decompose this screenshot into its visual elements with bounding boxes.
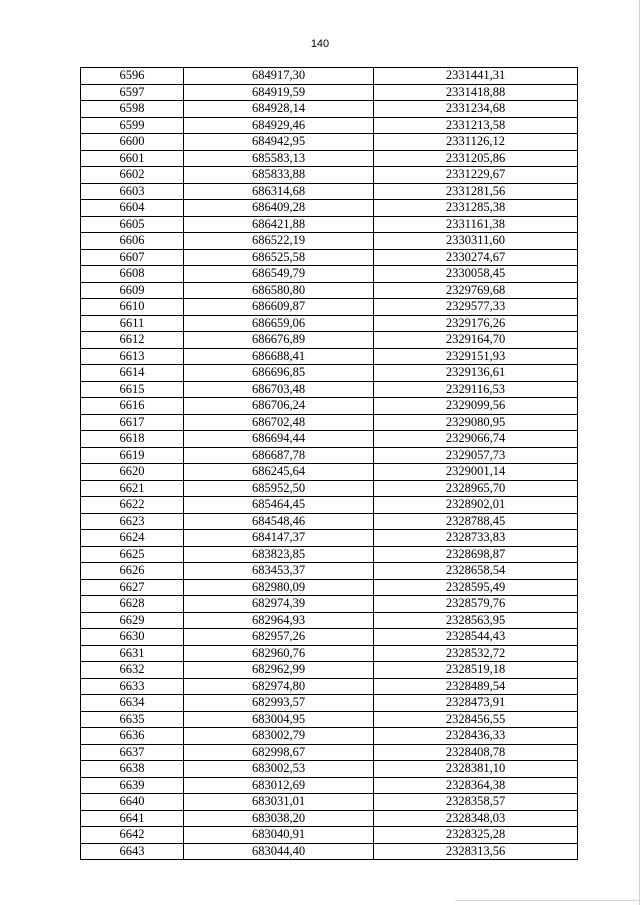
- table-row: [81, 348, 578, 365]
- table-row: [81, 84, 578, 101]
- x-coordinate-cell: 684548,46: [184, 513, 374, 530]
- x-coordinate-cell: 686580,80: [184, 282, 374, 299]
- x-coordinate-cell: 685952,50: [184, 480, 374, 497]
- table-row: [81, 728, 578, 745]
- point-number-cell: 6608: [81, 266, 184, 283]
- x-coordinate-cell: 682962,99: [184, 662, 374, 679]
- table-row: [81, 810, 578, 827]
- x-coordinate-cell: 686659,06: [184, 315, 374, 332]
- table-row: [81, 381, 578, 398]
- table-row: [81, 299, 578, 316]
- table-row: [81, 332, 578, 349]
- y-coordinate-cell: 2329116,53: [374, 381, 578, 398]
- x-coordinate-cell: 683040,91: [184, 827, 374, 844]
- point-number-cell: 6618: [81, 431, 184, 448]
- table-row: [81, 398, 578, 415]
- table-row: [81, 167, 578, 184]
- x-coordinate-cell: 686702,48: [184, 414, 374, 431]
- x-coordinate-cell: 686409,28: [184, 200, 374, 217]
- point-number-cell: 6627: [81, 579, 184, 596]
- point-number-cell: 6630: [81, 629, 184, 646]
- coordinates-table-body: [81, 68, 578, 860]
- table-row: [81, 662, 578, 679]
- point-number-cell: 6597: [81, 84, 184, 101]
- point-number-cell: 6598: [81, 101, 184, 118]
- x-coordinate-cell: 682964,93: [184, 612, 374, 629]
- point-number-cell: 6615: [81, 381, 184, 398]
- y-coordinate-cell: 2328595,49: [374, 579, 578, 596]
- x-coordinate-cell: 683002,53: [184, 761, 374, 778]
- x-coordinate-cell: 685833,88: [184, 167, 374, 184]
- y-coordinate-cell: 2329136,61: [374, 365, 578, 382]
- x-coordinate-cell: 683012,69: [184, 777, 374, 794]
- y-coordinate-cell: 2331213,58: [374, 117, 578, 134]
- table-row: [81, 744, 578, 761]
- y-coordinate-cell: 2328563,95: [374, 612, 578, 629]
- table-row: [81, 794, 578, 811]
- x-coordinate-cell: 686706,24: [184, 398, 374, 415]
- x-coordinate-cell: 685583,13: [184, 150, 374, 167]
- x-coordinate-cell: 683823,85: [184, 546, 374, 563]
- y-coordinate-cell: 2328733,83: [374, 530, 578, 547]
- table-row: [81, 546, 578, 563]
- x-coordinate-cell: 684928,14: [184, 101, 374, 118]
- y-coordinate-cell: 2328456,55: [374, 711, 578, 728]
- table-row: [81, 68, 578, 85]
- y-coordinate-cell: 2329577,33: [374, 299, 578, 316]
- point-number-cell: 6622: [81, 497, 184, 514]
- table-row: [81, 711, 578, 728]
- x-coordinate-cell: 684147,37: [184, 530, 374, 547]
- x-coordinate-cell: 686314,68: [184, 183, 374, 200]
- point-number-cell: 6600: [81, 134, 184, 151]
- point-number-cell: 6635: [81, 711, 184, 728]
- y-coordinate-cell: 2331441,31: [374, 68, 578, 85]
- x-coordinate-cell: 686522,19: [184, 233, 374, 250]
- table-row: [81, 596, 578, 613]
- table-row: [81, 513, 578, 530]
- table-row: [81, 216, 578, 233]
- point-number-cell: 6607: [81, 249, 184, 266]
- x-coordinate-cell: 686694,44: [184, 431, 374, 448]
- point-number-cell: 6626: [81, 563, 184, 580]
- y-coordinate-cell: 2328965,70: [374, 480, 578, 497]
- point-number-cell: 6610: [81, 299, 184, 316]
- point-number-cell: 6601: [81, 150, 184, 167]
- y-coordinate-cell: 2330311,60: [374, 233, 578, 250]
- point-number-cell: 6604: [81, 200, 184, 217]
- table-row: [81, 282, 578, 299]
- y-coordinate-cell: 2328325,28: [374, 827, 578, 844]
- point-number-cell: 6639: [81, 777, 184, 794]
- point-number-cell: 6641: [81, 810, 184, 827]
- table-row: [81, 843, 578, 860]
- y-coordinate-cell: 2328902,01: [374, 497, 578, 514]
- table-row: [81, 150, 578, 167]
- point-number-cell: 6628: [81, 596, 184, 613]
- x-coordinate-cell: 682957,26: [184, 629, 374, 646]
- y-coordinate-cell: 2329080,95: [374, 414, 578, 431]
- point-number-cell: 6620: [81, 464, 184, 481]
- y-coordinate-cell: 2329001,14: [374, 464, 578, 481]
- x-coordinate-cell: 683031,01: [184, 794, 374, 811]
- table-row: [81, 200, 578, 217]
- x-coordinate-cell: 685464,45: [184, 497, 374, 514]
- y-coordinate-cell: 2328788,45: [374, 513, 578, 530]
- table-row: [81, 266, 578, 283]
- table-row: [81, 497, 578, 514]
- x-coordinate-cell: 686609,87: [184, 299, 374, 316]
- table-row: [81, 134, 578, 151]
- table-row: [81, 563, 578, 580]
- y-coordinate-cell: 2331418,88: [374, 84, 578, 101]
- y-coordinate-cell: 2328489,54: [374, 678, 578, 695]
- x-coordinate-cell: 686525,58: [184, 249, 374, 266]
- y-coordinate-cell: 2331126,12: [374, 134, 578, 151]
- y-coordinate-cell: 2329099,56: [374, 398, 578, 415]
- point-number-cell: 6632: [81, 662, 184, 679]
- x-coordinate-cell: 686421,88: [184, 216, 374, 233]
- x-coordinate-cell: 682998,67: [184, 744, 374, 761]
- table-row: [81, 249, 578, 266]
- y-coordinate-cell: 2331161,38: [374, 216, 578, 233]
- table-row: [81, 761, 578, 778]
- x-coordinate-cell: 682980,09: [184, 579, 374, 596]
- y-coordinate-cell: 2328658,54: [374, 563, 578, 580]
- table-row: [81, 629, 578, 646]
- point-number-cell: 6605: [81, 216, 184, 233]
- table-row: [81, 447, 578, 464]
- x-coordinate-cell: 684917,30: [184, 68, 374, 85]
- table-row: [81, 233, 578, 250]
- y-coordinate-cell: 2328313,56: [374, 843, 578, 860]
- point-number-cell: 6602: [81, 167, 184, 184]
- point-number-cell: 6643: [81, 843, 184, 860]
- table-row: [81, 183, 578, 200]
- y-coordinate-cell: 2328519,18: [374, 662, 578, 679]
- x-coordinate-cell: 686696,85: [184, 365, 374, 382]
- y-coordinate-cell: 2328532,72: [374, 645, 578, 662]
- table-row: [81, 530, 578, 547]
- y-coordinate-cell: 2331229,67: [374, 167, 578, 184]
- table-row: [81, 464, 578, 481]
- point-number-cell: 6623: [81, 513, 184, 530]
- y-coordinate-cell: 2329769,68: [374, 282, 578, 299]
- table-row: [81, 315, 578, 332]
- point-number-cell: 6637: [81, 744, 184, 761]
- y-coordinate-cell: 2328358,57: [374, 794, 578, 811]
- table-row: [81, 645, 578, 662]
- x-coordinate-cell: 682974,39: [184, 596, 374, 613]
- page-bottom-line: [455, 900, 640, 901]
- point-number-cell: 6634: [81, 695, 184, 712]
- page-number: 140: [310, 38, 330, 50]
- x-coordinate-cell: 684919,59: [184, 84, 374, 101]
- y-coordinate-cell: 2328473,91: [374, 695, 578, 712]
- y-coordinate-cell: 2329176,26: [374, 315, 578, 332]
- table-row: [81, 612, 578, 629]
- table-row: [81, 117, 578, 134]
- y-coordinate-cell: 2329164,70: [374, 332, 578, 349]
- y-coordinate-cell: 2328579,76: [374, 596, 578, 613]
- x-coordinate-cell: 683004,95: [184, 711, 374, 728]
- y-coordinate-cell: 2328381,10: [374, 761, 578, 778]
- table-row: [81, 777, 578, 794]
- point-number-cell: 6636: [81, 728, 184, 745]
- y-coordinate-cell: 2329066,74: [374, 431, 578, 448]
- point-number-cell: 6596: [81, 68, 184, 85]
- table-row: [81, 678, 578, 695]
- x-coordinate-cell: 682974,80: [184, 678, 374, 695]
- y-coordinate-cell: 2331234,68: [374, 101, 578, 118]
- point-number-cell: 6640: [81, 794, 184, 811]
- point-number-cell: 6599: [81, 117, 184, 134]
- y-coordinate-cell: 2330274,67: [374, 249, 578, 266]
- point-number-cell: 6631: [81, 645, 184, 662]
- y-coordinate-cell: 2329057,73: [374, 447, 578, 464]
- x-coordinate-cell: 686687,78: [184, 447, 374, 464]
- x-coordinate-cell: 684942,95: [184, 134, 374, 151]
- table-row: [81, 695, 578, 712]
- x-coordinate-cell: 686688,41: [184, 348, 374, 365]
- table-row: [81, 365, 578, 382]
- point-number-cell: 6609: [81, 282, 184, 299]
- y-coordinate-cell: 2328364,38: [374, 777, 578, 794]
- y-coordinate-cell: 2331285,38: [374, 200, 578, 217]
- point-number-cell: 6612: [81, 332, 184, 349]
- x-coordinate-cell: 683038,20: [184, 810, 374, 827]
- table-row: [81, 827, 578, 844]
- y-coordinate-cell: 2328698,87: [374, 546, 578, 563]
- table-row: [81, 480, 578, 497]
- x-coordinate-cell: 686676,89: [184, 332, 374, 349]
- table-row: [81, 101, 578, 118]
- point-number-cell: 6613: [81, 348, 184, 365]
- point-number-cell: 6619: [81, 447, 184, 464]
- x-coordinate-cell: 683002,79: [184, 728, 374, 745]
- x-coordinate-cell: 683453,37: [184, 563, 374, 580]
- y-coordinate-cell: 2331281,56: [374, 183, 578, 200]
- y-coordinate-cell: 2328408,78: [374, 744, 578, 761]
- table-row: [81, 431, 578, 448]
- point-number-cell: 6642: [81, 827, 184, 844]
- x-coordinate-cell: 682993,57: [184, 695, 374, 712]
- x-coordinate-cell: 686245,64: [184, 464, 374, 481]
- point-number-cell: 6629: [81, 612, 184, 629]
- y-coordinate-cell: 2328348,03: [374, 810, 578, 827]
- point-number-cell: 6603: [81, 183, 184, 200]
- point-number-cell: 6616: [81, 398, 184, 415]
- y-coordinate-cell: 2330058,45: [374, 266, 578, 283]
- point-number-cell: 6633: [81, 678, 184, 695]
- table-row: [81, 414, 578, 431]
- point-number-cell: 6624: [81, 530, 184, 547]
- x-coordinate-cell: 682960,76: [184, 645, 374, 662]
- x-coordinate-cell: 683044,40: [184, 843, 374, 860]
- point-number-cell: 6625: [81, 546, 184, 563]
- y-coordinate-cell: 2328436,33: [374, 728, 578, 745]
- x-coordinate-cell: 686549,79: [184, 266, 374, 283]
- y-coordinate-cell: 2331205,86: [374, 150, 578, 167]
- point-number-cell: 6621: [81, 480, 184, 497]
- coordinates-table: [80, 67, 578, 860]
- point-number-cell: 6611: [81, 315, 184, 332]
- table-row: [81, 579, 578, 596]
- point-number-cell: 6638: [81, 761, 184, 778]
- x-coordinate-cell: 684929,46: [184, 117, 374, 134]
- point-number-cell: 6606: [81, 233, 184, 250]
- point-number-cell: 6617: [81, 414, 184, 431]
- y-coordinate-cell: 2328544,43: [374, 629, 578, 646]
- x-coordinate-cell: 686703,48: [184, 381, 374, 398]
- point-number-cell: 6614: [81, 365, 184, 382]
- y-coordinate-cell: 2329151,93: [374, 348, 578, 365]
